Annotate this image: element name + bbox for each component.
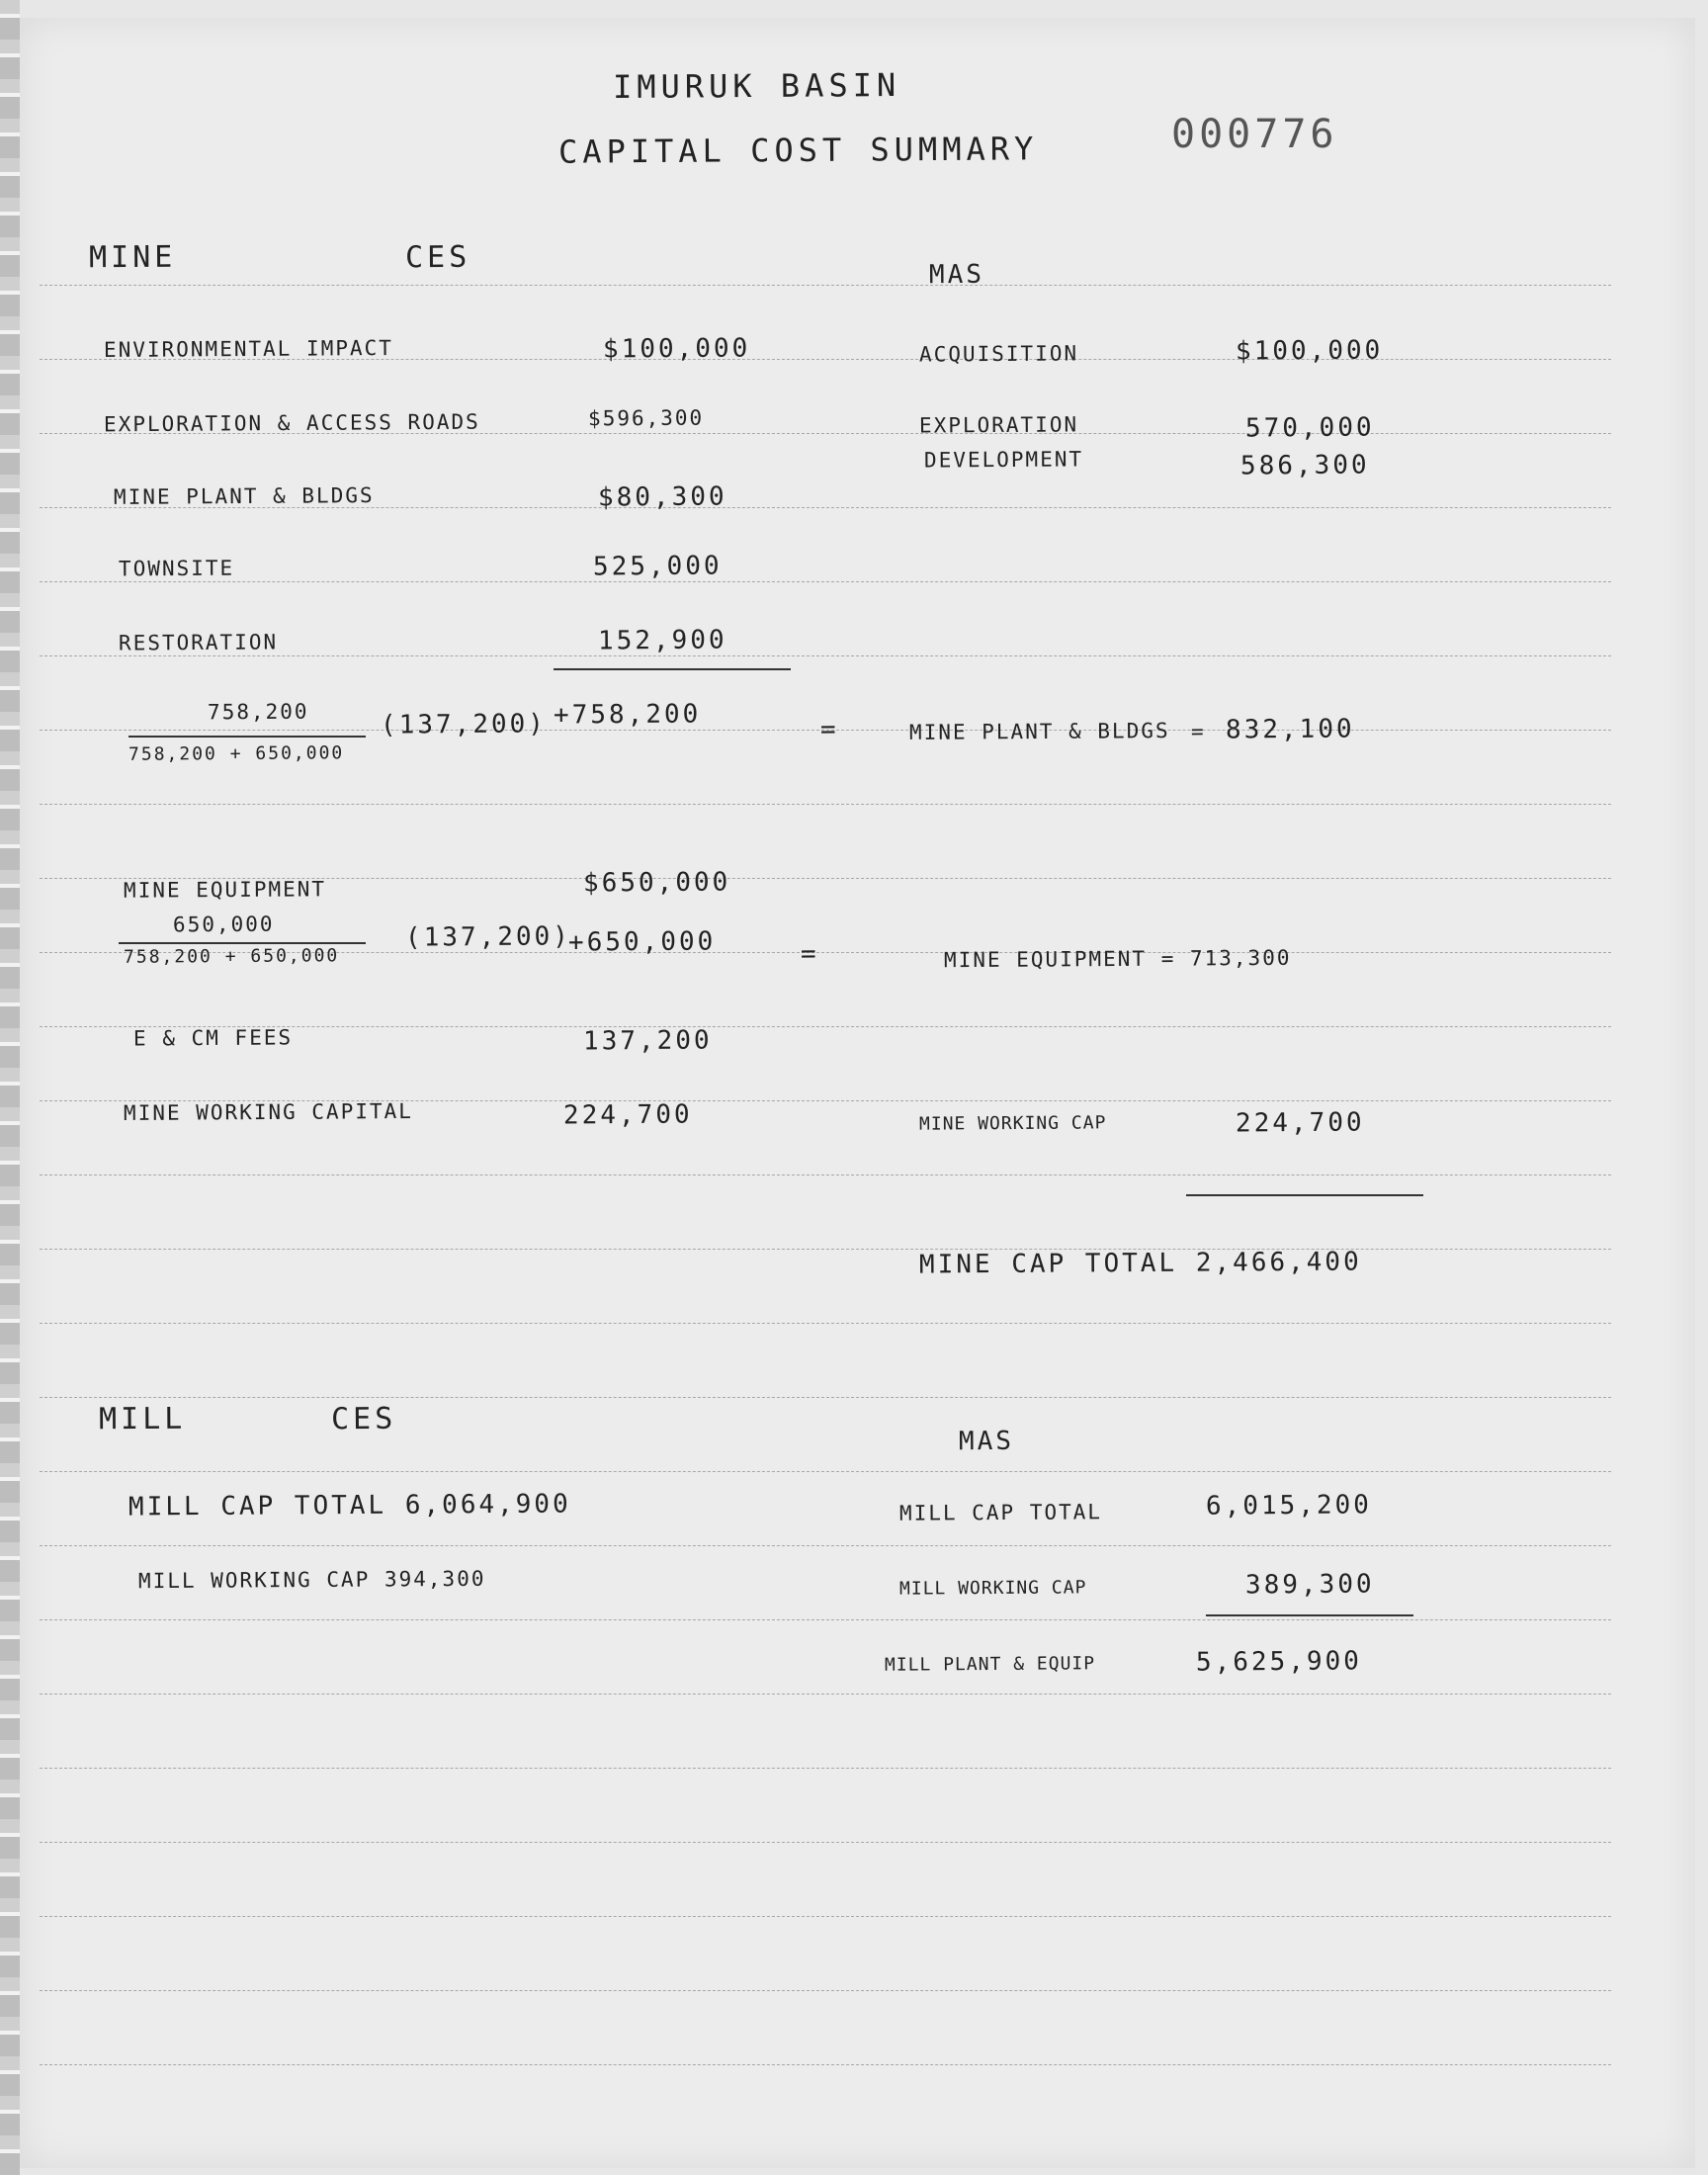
ruled-line (40, 1842, 1611, 1844)
formula1-numerator: 758,200 (207, 699, 309, 725)
mill-mas-working-cap-label: MILL WORKING CAP (898, 1577, 1087, 1600)
ruled-line (40, 1249, 1611, 1251)
title-line-1: IMURUK BASIN (612, 65, 901, 107)
mill-mas-working-cap-value: 389,300 (1244, 1569, 1375, 1601)
formula2-fraction (119, 913, 415, 992)
ruled-line (40, 2064, 1611, 2066)
formula2-fraction-bar (119, 942, 366, 944)
formula2-result: MINE EQUIPMENT = 713,300 (943, 945, 1292, 973)
mas-total-underline (1186, 1194, 1423, 1196)
formula1-equals: = (819, 714, 839, 745)
formula1-multiplier: (137,200) (380, 709, 547, 740)
ruled-line (40, 1174, 1611, 1176)
ruled-line (40, 1619, 1611, 1621)
ces-item-label-mine-plant: MINE PLANT & BLDGS (113, 483, 375, 509)
mas-item-label-development: DEVELOPMENT (923, 447, 1084, 473)
ces-item-label-townsite: TOWNSITE (118, 556, 235, 581)
ces-item-label-exploration-roads: EXPLORATION & ACCESS ROADS (103, 409, 480, 437)
mas-item-value-acquisition: $100,000 (1235, 335, 1384, 367)
mas-item-value-development: 586,300 (1239, 450, 1370, 481)
ruled-line (40, 1323, 1611, 1325)
mill-mas-cap-total-label: MILL CAP TOTAL (898, 1500, 1103, 1525)
ces-item-value-townsite: 525,000 (592, 551, 723, 582)
mine-equipment-label: MINE EQUIPMENT (123, 877, 327, 903)
ruled-line (40, 285, 1611, 287)
ruled-line (40, 1545, 1611, 1547)
formula1-result-value: 832,100 (1225, 714, 1355, 745)
ledger-sheet (20, 18, 1695, 2168)
formula2-equals: = (800, 938, 819, 970)
mill-mas-label: MAS (958, 1426, 1015, 1457)
ces-item-label-environmental: ENVIRONMENTAL IMPACT (103, 335, 393, 363)
mas-mine-cap-total: MINE CAP TOTAL 2,466,400 (918, 1247, 1362, 1280)
title-line-2: CAPITAL COST SUMMARY (557, 130, 1039, 171)
ces-item-value-exploration-roads: $596,300 (587, 405, 705, 431)
formula2-denominator: 758,200 + 650,000 (123, 945, 340, 968)
ruled-line (40, 1471, 1611, 1473)
ruled-line (40, 1768, 1611, 1770)
formula1-result-eq: = (1190, 719, 1206, 744)
ruled-line (40, 1916, 1611, 1918)
ces-item-value-restoration: 152,900 (597, 625, 727, 656)
mine-equipment-value: $650,000 (582, 867, 731, 899)
mill-ces-working-cap: MILL WORKING CAP 394,300 (137, 1566, 486, 1594)
mill-mas-subtotal-underline (1206, 1614, 1413, 1616)
document-number: 000776 (1171, 112, 1338, 157)
ruled-line (40, 655, 1611, 657)
formula1-fraction (128, 700, 366, 779)
mine-mas-label: MAS (928, 259, 985, 291)
formula1-plus-term: +758,200 (553, 699, 702, 731)
formula1-fraction-bar (128, 736, 366, 738)
scan-margin-strip (0, 0, 20, 2175)
mas-mine-working-cap-value: 224,700 (1235, 1107, 1365, 1139)
ces-subtotal-underline (554, 668, 791, 670)
formula1-denominator: 758,200 + 650,000 (128, 742, 345, 765)
mine-working-capital-value: 224,700 (562, 1099, 693, 1131)
mill-section-label: MILL (98, 1401, 187, 1437)
ces-item-label-restoration: RESTORATION (118, 630, 279, 655)
mill-ces-cap-total: MILL CAP TOTAL 6,064,900 (128, 1489, 571, 1522)
mas-item-value-exploration: 570,000 (1244, 412, 1375, 444)
mine-section-label: MINE (88, 239, 177, 276)
ruled-line (40, 1397, 1611, 1399)
mine-working-capital-label: MINE WORKING CAPITAL (123, 1098, 413, 1126)
ruled-line (40, 804, 1611, 806)
mill-mas-plant-equip-label: MILL PLANT & EQUIP (884, 1653, 1096, 1676)
mine-ces-label: CES (404, 239, 471, 276)
formula2-plus-term: +650,000 (567, 926, 717, 958)
mill-mas-cap-total-value: 6,015,200 (1205, 1490, 1372, 1522)
formula2-multiplier: (137,200) (404, 921, 571, 953)
mill-mas-plant-equip-value: 5,625,900 (1195, 1646, 1362, 1678)
ces-item-value-environmental: $100,000 (602, 333, 751, 365)
ruled-line (40, 1694, 1611, 1696)
ruled-line (40, 581, 1611, 583)
ecm-fees-value: 137,200 (582, 1025, 713, 1057)
mas-item-label-acquisition: ACQUISITION (918, 341, 1079, 367)
ecm-fees-label: E & CM FEES (132, 1025, 294, 1051)
ruled-line (40, 1990, 1611, 1992)
mas-item-label-exploration: EXPLORATION (918, 412, 1079, 438)
formula1-result-label: MINE PLANT & BLDGS (908, 719, 1170, 744)
ces-item-value-mine-plant: $80,300 (597, 481, 727, 513)
mas-mine-working-cap-label: MINE WORKING CAP (918, 1112, 1107, 1135)
formula2-numerator: 650,000 (172, 912, 275, 937)
mill-ces-label: CES (330, 1401, 397, 1437)
